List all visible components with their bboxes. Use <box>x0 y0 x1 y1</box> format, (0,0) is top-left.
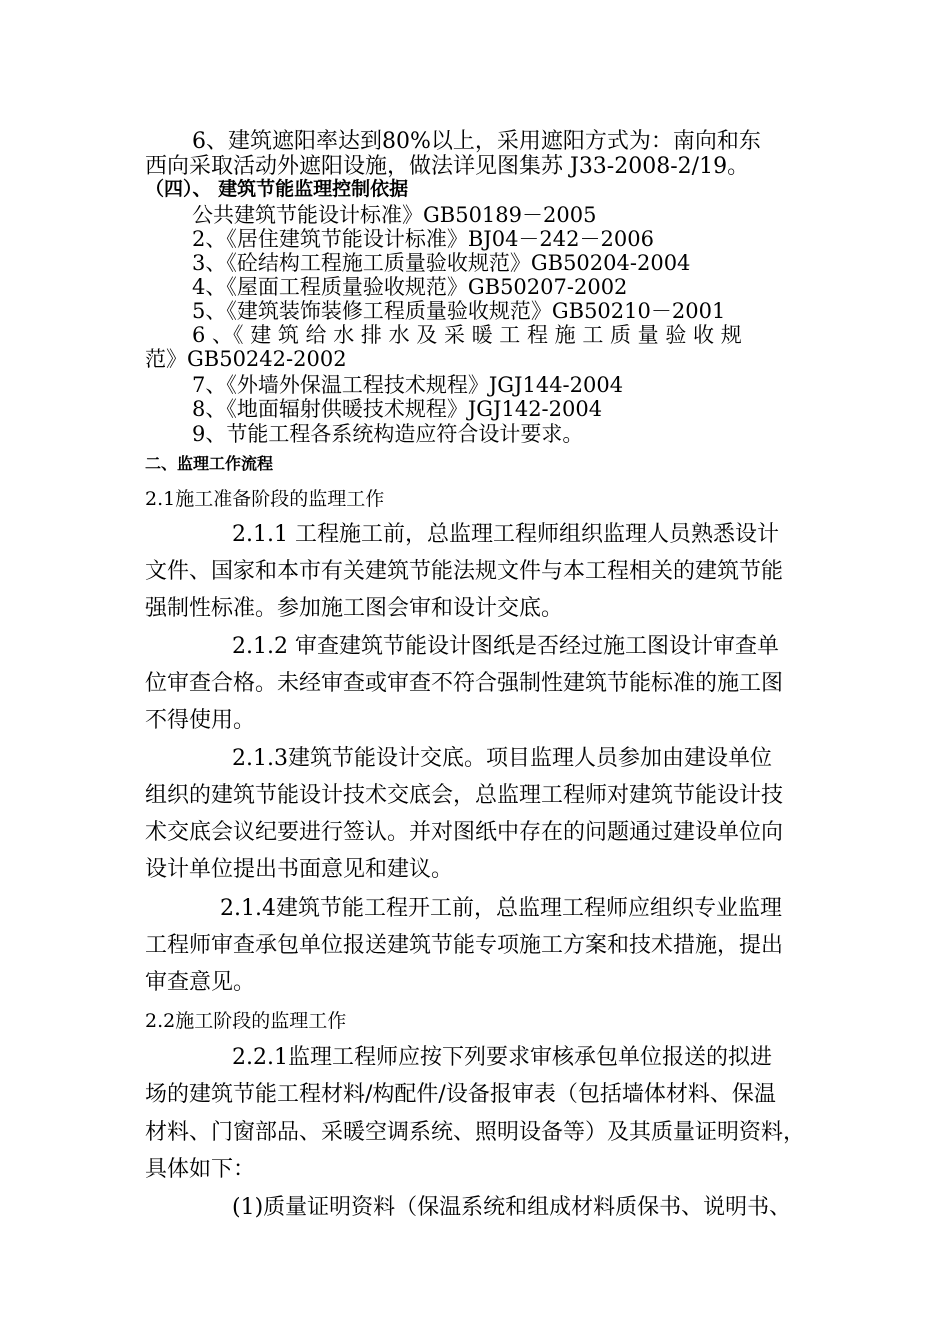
para-2-1-4-line2: 工程师审查承包单位报送建筑节能专项施工方案和技术措施，提出 <box>145 933 784 958</box>
standard-item-8: 8、《地面辐射供暖技术规程》JGJ142-2004 <box>192 397 603 421</box>
para-2-1-3-line4: 设计单位提出书面意见和建议。 <box>145 857 454 882</box>
para-2-2-1-line1: 2.2.1监理工程师应按下列要求审核承包单位报送的拟进 <box>232 1045 772 1070</box>
para-2-1-4-line1: 2.1.4建筑节能工程开工前，总监理工程师应组织专业监理 <box>220 896 782 921</box>
para-2-2-1-line3: 材料、门窗部品、采暖空调系统、照明设备等）及其质量证明资料， <box>145 1120 806 1145</box>
para-2-1-2-line1: 2.1.2 审查建筑节能设计图纸是否经过施工图设计审查单 <box>232 634 779 659</box>
standard-item-3: 3、《砼结构工程施工质量验收规范》GB50204-2004 <box>192 251 691 275</box>
standard-item-7: 7、《外墙外保温工程技术规程》JGJ144-2004 <box>192 373 624 397</box>
para-2-1-2-line2: 位审查合格。未经审查或审查不符合强制性建筑节能标准的施工图 <box>145 671 784 696</box>
para-2-2-1-line5: (1)质量证明资料（保温系统和组成材料质保书、说明书、 <box>232 1195 792 1220</box>
standard-item-9: 9、节能工程各系统构造应符合设计要求。 <box>192 422 584 446</box>
line-shading-1: 6、建筑遮阳率达到80%以上，采用遮阳方式为：南向和东 <box>192 129 761 154</box>
subsection-2-2: 2.2施工阶段的监理工作 <box>145 1010 347 1032</box>
para-2-2-1-line4: 具体如下： <box>145 1157 256 1182</box>
standard-item-2: 2、《居住建筑节能设计标准》BJ04－242－2006 <box>192 227 654 251</box>
para-2-1-1-line2: 文件、国家和本市有关建筑节能法规文件与本工程相关的建筑节能 <box>145 559 784 584</box>
standard-item-6b: 范》GB50242-2002 <box>145 347 347 371</box>
para-2-1-3-line3: 术交底会议纪要进行签认。并对图纸中存在的问题通过建设单位向 <box>145 820 784 845</box>
para-2-1-3-line2: 组织的建筑节能设计技术交底会，总监理工程师对建筑节能设计技 <box>145 783 784 808</box>
para-2-1-4-line3: 审查意见。 <box>145 970 256 995</box>
standard-item-5: 5、《建筑装饰装修工程质量验收规范》GB50210－2001 <box>192 299 726 323</box>
subsection-2-1: 2.1施工准备阶段的监理工作 <box>145 488 385 510</box>
para-2-1-1-line3: 强制性标准。参加施工图会审和设计交底。 <box>145 596 564 621</box>
standard-item-1: 公共建筑节能设计标准》GB50189－2005 <box>192 203 597 227</box>
line-shading-2: 西向采取活动外遮阳设施，做法详见图集苏 J33-2008-2/19。 <box>145 154 750 179</box>
section-heading-4: （四）、 建筑节能监理控制依据 <box>145 178 409 200</box>
standard-item-4: 4、《屋面工程质量验收规范》GB50207-2002 <box>192 275 628 299</box>
standard-item-6a: 6 、《 建 筑 给 水 排 水 及 采 暖 工 程 施 工 质 量 验 收 规 <box>192 323 742 347</box>
para-2-1-3-line1: 2.1.3建筑节能设计交底。项目监理人员参加由建设单位 <box>232 746 772 771</box>
para-2-1-2-line3: 不得使用。 <box>145 708 256 733</box>
para-2-2-1-line2: 场的建筑节能工程材料/构配件/设备报审表（包括墙体材料、保温 <box>145 1082 776 1107</box>
section-heading-2: 二、监理工作流程 <box>145 454 274 473</box>
para-2-1-1-line1: 2.1.1 工程施工前，总监理工程师组织监理人员熟悉设计 <box>232 522 779 547</box>
